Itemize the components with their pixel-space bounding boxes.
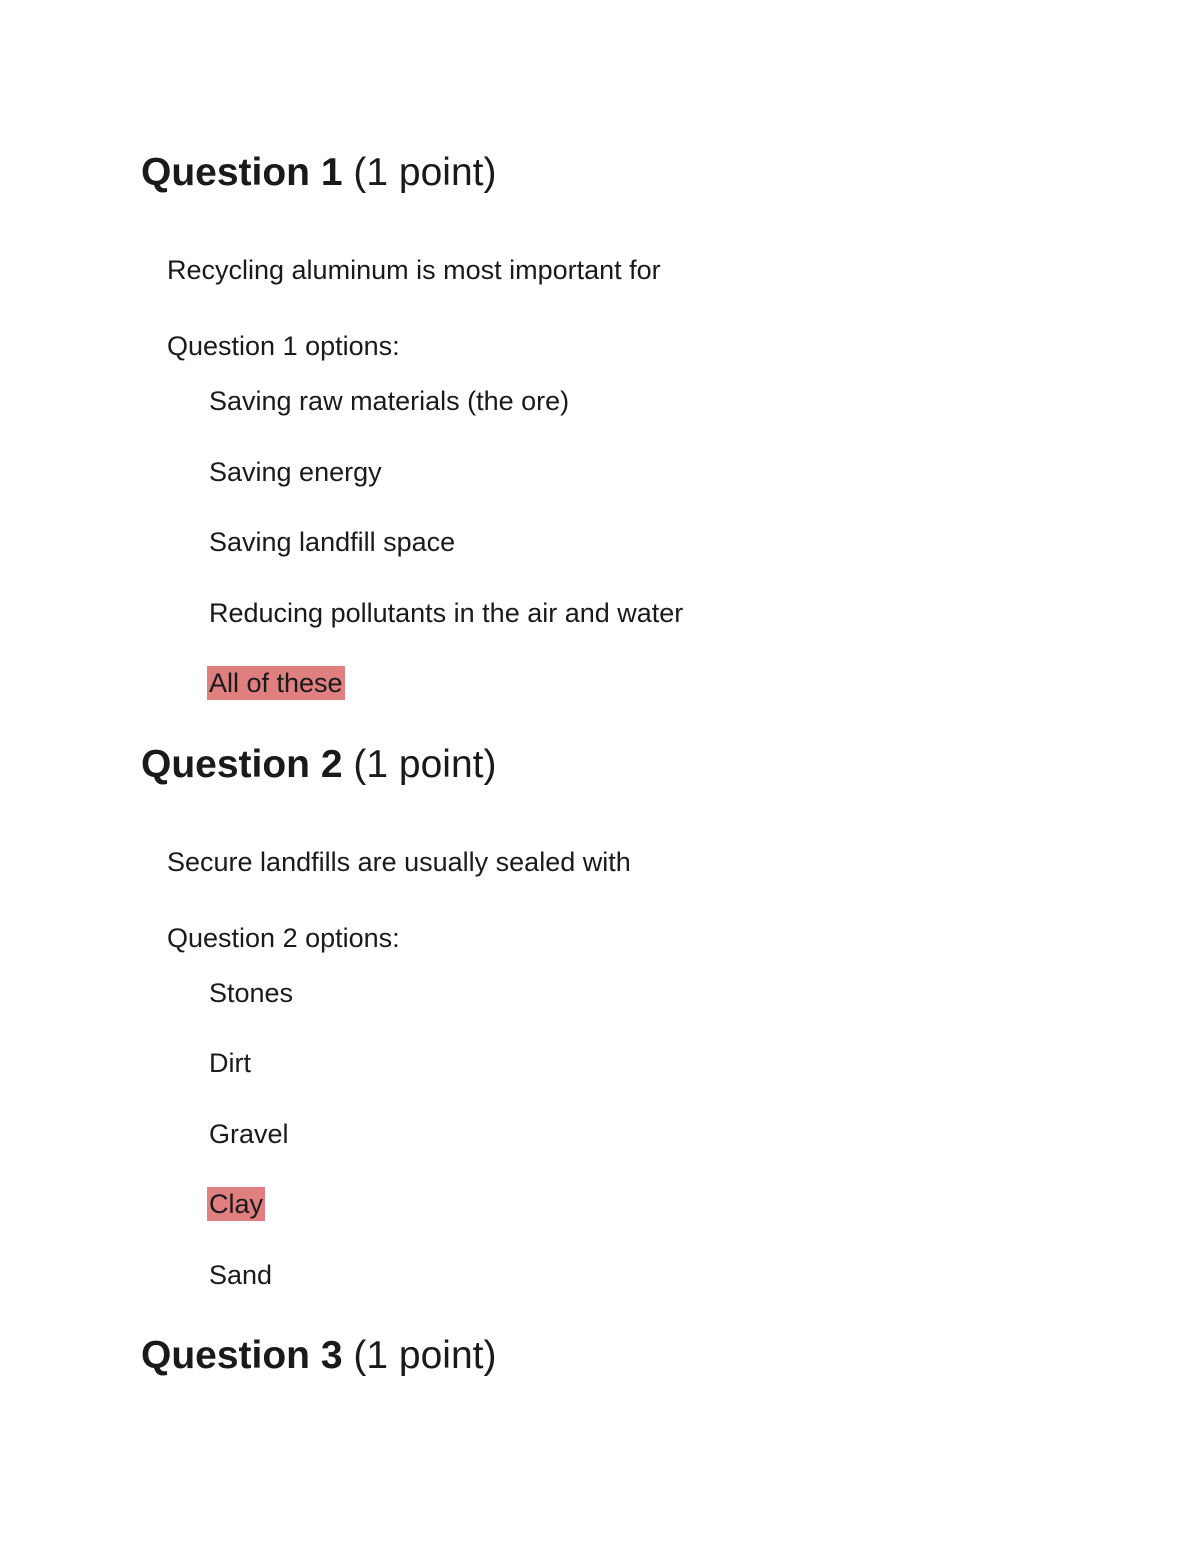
question-1-option-1: Saving raw materials (the ore) — [209, 386, 570, 416]
question-3-points: (1 point) — [353, 1334, 497, 1377]
question-2-option-1: Stones — [209, 978, 294, 1008]
question-1-option-5-highlighted: All of these — [209, 668, 343, 698]
question-2-prompt: Secure landfills are usually sealed with — [167, 847, 631, 877]
question-1-option-4: Reducing pollutants in the air and water — [209, 598, 684, 628]
question-2-option-4-highlighted: Clay — [209, 1189, 264, 1219]
question-2-heading — [141, 742, 496, 788]
question-2-option-3: Gravel — [209, 1119, 289, 1149]
question-1-options-label: Question 1 options: — [167, 331, 400, 361]
question-2-points: (1 point) — [353, 743, 497, 786]
question-2-title: Question 2 — [141, 743, 343, 786]
question-2-option-5: Sand — [209, 1260, 273, 1290]
question-1-title: Question 1 — [141, 151, 343, 194]
question-3-heading — [141, 1333, 496, 1379]
question-3-title: Question 3 — [141, 1334, 343, 1377]
question-2-options-label: Question 2 options: — [167, 923, 400, 953]
question-1-option-2: Saving energy — [209, 457, 382, 487]
question-1-points: (1 point) — [353, 151, 497, 194]
question-2-option-2: Dirt — [209, 1048, 251, 1078]
question-1-heading — [141, 150, 496, 196]
question-1-prompt: Recycling aluminum is most important for — [167, 255, 661, 285]
question-1-option-3: Saving landfill space — [209, 527, 456, 557]
